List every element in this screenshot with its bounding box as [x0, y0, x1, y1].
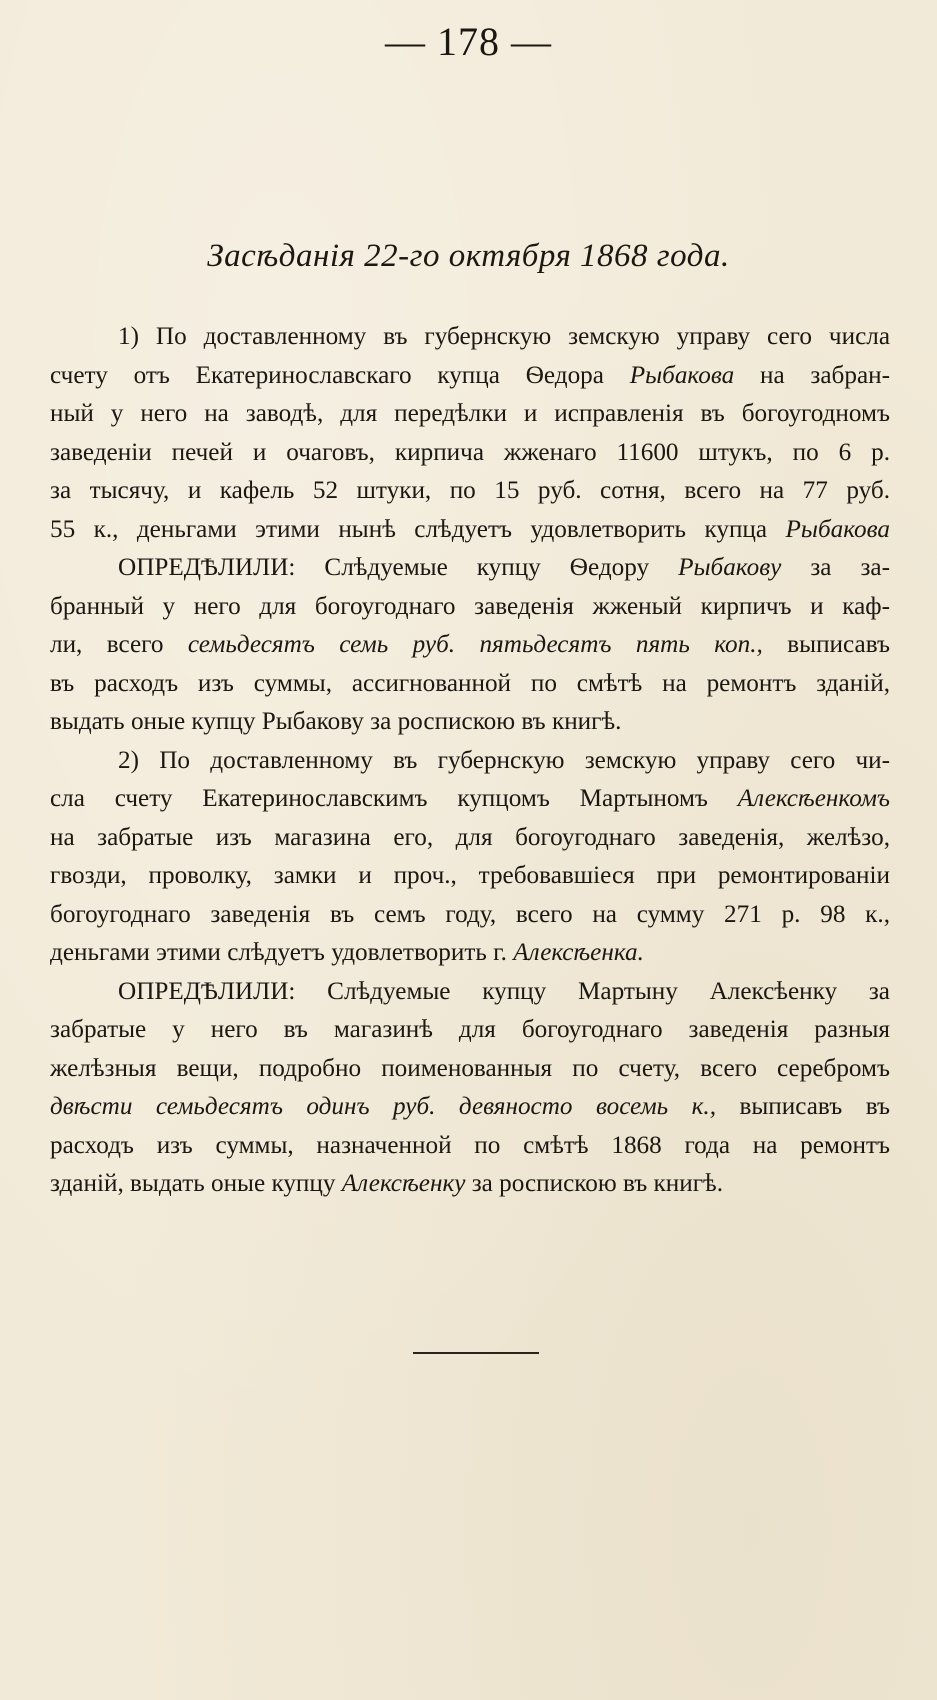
- paragraph-2-line-2: сла счету Екатеринославскимъ купцомъ Мартыномъ Алексѣенкомъ: [50, 785, 890, 812]
- paragraph-1-line-6: 55 к., деньгами этими нынѣ слѣдуетъ удовлетворить купца Рыбакова: [50, 515, 890, 543]
- page-number: — 178 —: [385, 19, 552, 64]
- closing-divider-rule: [413, 1352, 539, 1354]
- paragraph-1-line-1: 1) По доставленному въ губернскую земскую управу сего числа: [118, 323, 890, 350]
- decision-1-line-3: ли, всего семьдесятъ семь руб. пятьдесятъ пять коп., выписавъ: [50, 631, 890, 658]
- decision-2-line-5: расходъ изъ суммы, назначенной по смѣтѣ 1868 года на ремонтъ: [50, 1131, 890, 1159]
- decision-1-line-4: въ расходъ изъ суммы, ассигнованной по смѣтѣ на ремонтъ зданій,: [50, 669, 890, 697]
- paragraph-2-line-3: на забратые изъ магазина его, для богоугоднаго заведенія, желѣзо,: [50, 823, 890, 851]
- decision-2-line-3: желѣзныя вещи, подробно поименованныя по счету, всего серебромъ: [50, 1054, 890, 1082]
- paragraph-2-line-6: деньгами этими слѣдуетъ удовлетворить г. Алексѣенка.: [50, 939, 644, 966]
- paragraph-2-line-1: 2) По доставленному въ губернскую земскую управу сего чи-: [118, 746, 890, 774]
- paragraph-2-line-4: гвозди, проволку, замки и проч., требовавшіеся при ремонтированіи: [50, 862, 890, 889]
- paragraph-1-line-4: заведеніи печей и очаговъ, кирпича жженаго 11600 штукъ, по 6 р.: [50, 438, 890, 466]
- decision-2-line-1: ОПРЕДѢЛИЛИ: Слѣдуемые купцу Мартыну Алексѣенку за: [118, 977, 890, 1005]
- session-heading: Засѣданія 22-го октября 1868 года.: [207, 238, 730, 274]
- decision-1-line-1: ОПРЕДѢЛИЛИ: Слѣдуемые купцу Ѳедору Рыбакову за за-: [118, 554, 890, 581]
- paragraph-1-line-3: ный у него на заводѣ, для передѣлки и исправленія въ богоугодномъ: [50, 400, 890, 427]
- document-body: [50, 318, 890, 1204]
- paragraph-1-line-5: за тысячу, и кафель 52 штуки, по 15 руб. сотня, всего на 77 руб.: [50, 477, 890, 504]
- decision-1-line-5: выдать оные купцу Рыбакову за роспискою въ книгѣ.: [50, 708, 622, 735]
- decision-1-line-2: бранный у него для богоугоднаго заведенія жженый кирпичъ и каф-: [50, 592, 890, 620]
- paragraph-1-line-2: счету отъ Екатеринославскаго купца Ѳедора Рыбакова на забран-: [50, 361, 890, 389]
- decision-2-line-2: забратые у него въ магазинѣ для богоугоднаго заведенія разныя: [50, 1016, 890, 1043]
- decision-2-line-4: двѣсти семьдесятъ одинъ руб. девяносто восемь к., выписавъ въ: [50, 1093, 890, 1120]
- decision-2-line-6: зданій, выдать оные купцу Алексѣенку за роспискою въ книгѣ.: [50, 1170, 724, 1197]
- paragraph-2-line-5: богоугоднаго заведенія въ семъ году, всего на сумму 271 р. 98 к.,: [50, 900, 890, 928]
